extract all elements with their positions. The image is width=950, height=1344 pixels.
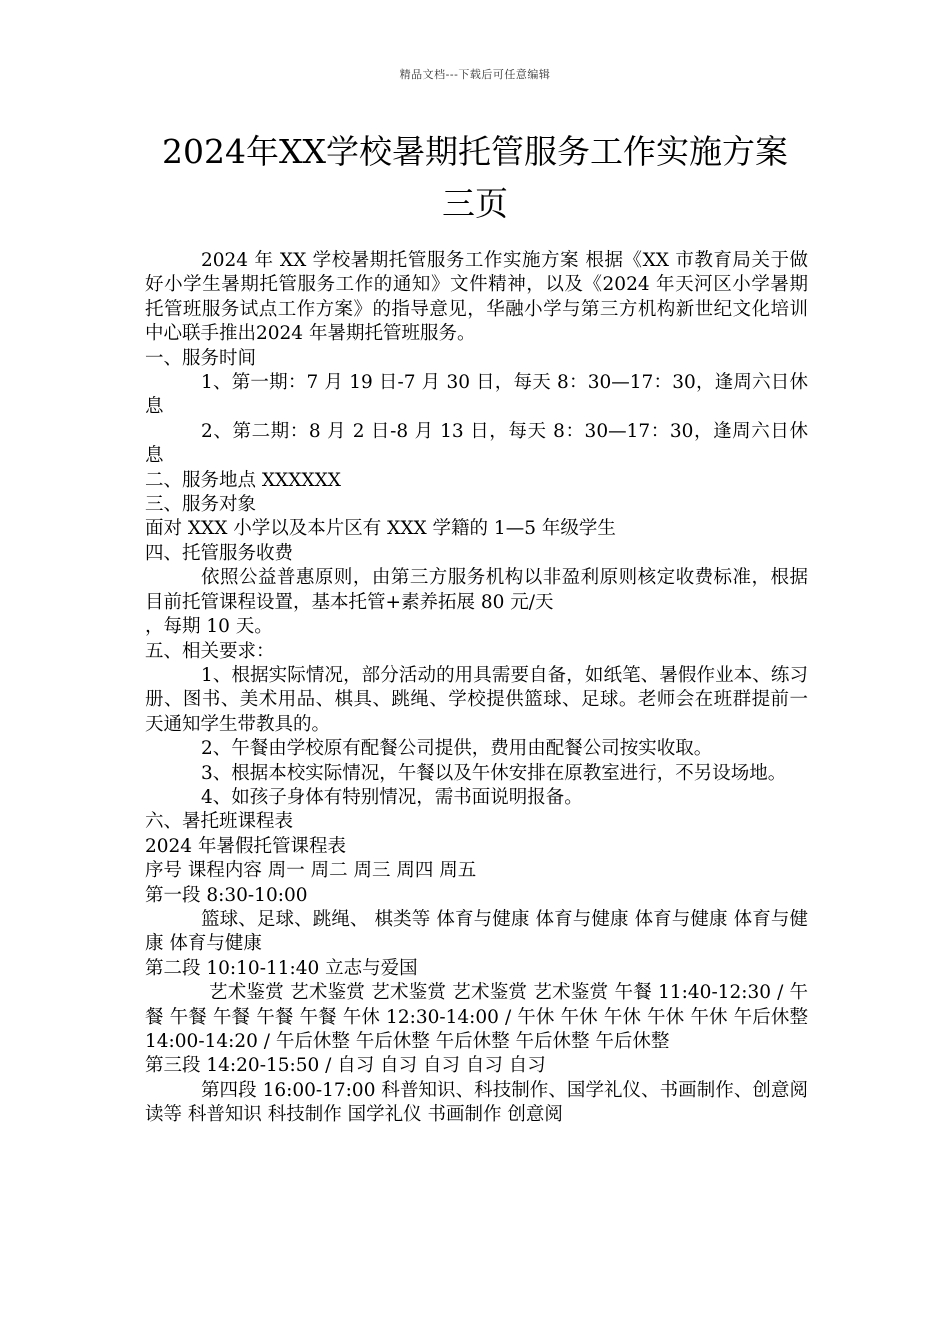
schedule-period-1: 第一段 8:30-10:00: [145, 884, 308, 906]
section-heading-service-time: 一、服务时间: [145, 347, 257, 369]
requirement-4: 4、如孩子身体有特别情况，需书面说明报备。: [201, 786, 583, 808]
schedule-period-1-content: 篮球、足球、跳绳、 棋类等 体育与健康 体育与健康 体育与健康 体育与健康 体育与健康: [145, 908, 808, 955]
schedule-title: 2024 年暑假托管课程表: [145, 835, 346, 857]
schedule-period-3: 第三段 14:20-15:50 / 自习 自习 自习 自习 自习: [145, 1055, 546, 1077]
service-period-2: 2、第二期：8 月 2 日-8 月 13 日，每天 8：30—17：30，逢周六日休息: [145, 420, 808, 467]
section-heading-fees: 四、托管服务收费: [145, 542, 294, 564]
service-period-1: 1、第一期：7 月 19 日-7 月 30 日，每天 8：30—17：30，逢周六日休息: [145, 372, 808, 418]
document-body: [145, 249, 808, 1128]
intro-paragraph: 2024 年 XX 学校暑期托管服务工作实施方案 根据《XX 市教育局关于做好小学生暑期托管服务工作的通知》文件精神，以及《2024 年天河区小学暑期托管班服务试点工作方案》的指导意见，华融小学与第三方机构新世纪文化培训中心联手推出2024 年暑期托管班服务。: [145, 250, 808, 345]
fees-paragraph: 依照公益普惠原则，由第三方服务机构以非盈利原则核定收费标准，根据目前托管课程设置，基本托管+素养拓展 80 元/天: [145, 567, 808, 613]
header-note: 精品文档---下载后可任意编辑: [399, 68, 551, 81]
page-title-line1: 2024年XX学校暑期托管服务工作实施方案: [162, 132, 788, 171]
section-heading-service-location: 二、服务地点 XXXXXX: [145, 469, 341, 491]
schedule-midday-content: 艺术鉴赏 艺术鉴赏 艺术鉴赏 艺术鉴赏 艺术鉴赏 午餐 11:40-12:30 / 午餐 午餐 午餐 午餐 午餐 午休 12:30-14:00 / 午休 午休 午休 午休 午休 午后休整 14:00-14:20 / 午后休整 午后休整 午后休整 午后休整 午后休整: [145, 982, 808, 1052]
requirement-1: 1、根据实际情况，部分活动的用具需要自备，如纸笔、暑假作业本、练习册、图书、美术用品、棋具、跳绳、学校提供篮球、足球。老师会在班群提前一天通知学生带教具的。: [145, 664, 808, 735]
section-heading-requirements: 五、相关要求：: [145, 640, 275, 662]
schedule-header-row: 序号 课程内容 周一 周二 周三 周四 周五: [145, 860, 477, 882]
fees-period-note: ，每期 10 天。: [145, 616, 273, 638]
requirement-2: 2、午餐由学校原有配餐公司提供，费用由配餐公司按实收取。: [201, 738, 713, 760]
service-target-text: 面对 XXX 小学以及本片区有 XXX 学籍的 1—5 年级学生: [145, 518, 616, 540]
page-title: [120, 126, 830, 230]
section-heading-schedule: 六、暑托班课程表: [145, 811, 294, 833]
page-title-line2: 三页: [442, 184, 508, 223]
requirement-3: 3、根据本校实际情况，午餐以及午休安排在原教室进行，不另设场地。: [201, 762, 787, 784]
section-heading-service-target: 三、服务对象: [145, 494, 257, 516]
schedule-period-2: 第二段 10:10-11:40 立志与爱国: [145, 957, 418, 979]
schedule-period-4: 第四段 16:00-17:00 科普知识、科技制作、国学礼仪、书画制作、创意阅读等 科普知识 科技制作 国学礼仪 书画制作 创意阅: [145, 1079, 808, 1126]
